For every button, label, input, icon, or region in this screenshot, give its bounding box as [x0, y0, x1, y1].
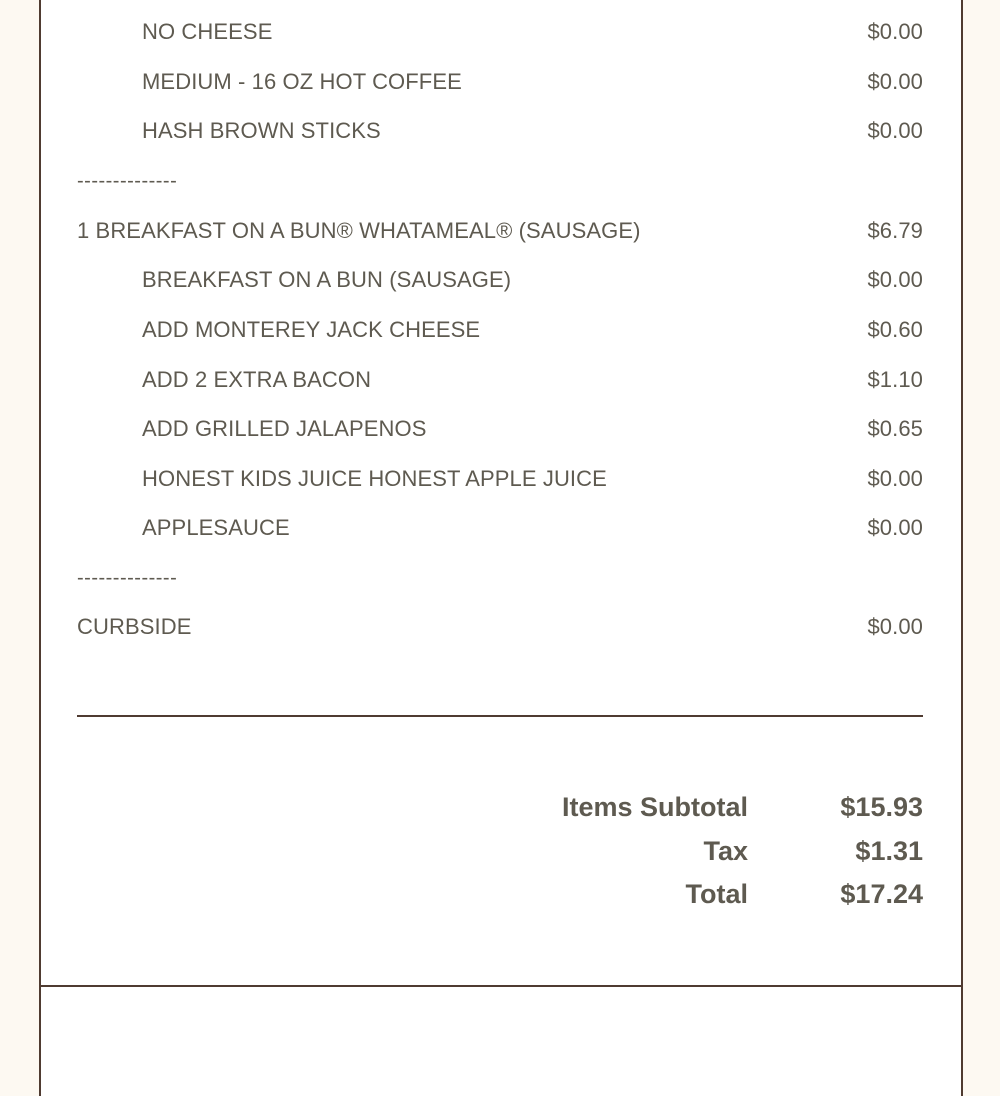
- line-item: [77, 317, 923, 343]
- item-description: BREAKFAST ON A BUN (SAUSAGE): [142, 267, 512, 292]
- item-description: NO CHEESE: [142, 19, 273, 44]
- item-price: $0.00: [867, 515, 923, 540]
- subtotal-value: $15.93: [840, 792, 923, 822]
- subtotal-row: [77, 792, 923, 828]
- item-description: MEDIUM - 16 OZ HOT COFFEE: [142, 69, 462, 94]
- item-separator: --------------: [77, 170, 178, 192]
- item-price: $0.00: [867, 267, 923, 292]
- line-item: [77, 614, 923, 640]
- item-description: HASH BROWN STICKS: [142, 118, 381, 143]
- item-price: $1.10: [867, 367, 923, 392]
- item-description: ADD GRILLED JALAPENOS: [142, 416, 427, 441]
- subtotal-label: Items Subtotal: [561, 792, 748, 822]
- line-item: [77, 466, 923, 492]
- total-label: Total: [685, 879, 748, 909]
- item-separator: --------------: [77, 567, 178, 589]
- item-price: $0.00: [867, 69, 923, 94]
- receipt-panel: [39, 0, 963, 1096]
- tax-label: Tax: [703, 836, 748, 866]
- item-description: CURBSIDE: [77, 614, 192, 639]
- item-price: $0.00: [867, 118, 923, 143]
- totals-divider: [77, 715, 923, 717]
- item-price: $0.00: [867, 466, 923, 491]
- item-price: $0.00: [867, 19, 923, 44]
- tax-row: [77, 836, 923, 872]
- item-price: $0.00: [867, 614, 923, 639]
- receipt-bottom-border: [39, 985, 963, 987]
- line-item: [77, 515, 923, 541]
- item-description: HONEST KIDS JUICE HONEST APPLE JUICE: [142, 466, 607, 491]
- item-description: ADD MONTEREY JACK CHEESE: [142, 317, 481, 342]
- line-item: [77, 118, 923, 144]
- line-item: [77, 367, 923, 393]
- total-value: $17.24: [840, 879, 923, 909]
- item-price: $0.60: [867, 317, 923, 342]
- line-item: [77, 267, 923, 293]
- line-item: [77, 69, 923, 95]
- line-item: [77, 416, 923, 442]
- item-price: $6.79: [867, 218, 923, 243]
- line-item: [77, 19, 923, 45]
- total-row: [77, 879, 923, 915]
- item-description: APPLESAUCE: [142, 515, 290, 540]
- item-description: 1 BREAKFAST ON A BUN® WHATAMEAL® (SAUSAGE): [77, 218, 641, 243]
- item-description: ADD 2 EXTRA BACON: [142, 367, 372, 392]
- line-item: [77, 218, 923, 244]
- tax-value: $1.31: [855, 836, 923, 866]
- item-price: $0.65: [867, 416, 923, 441]
